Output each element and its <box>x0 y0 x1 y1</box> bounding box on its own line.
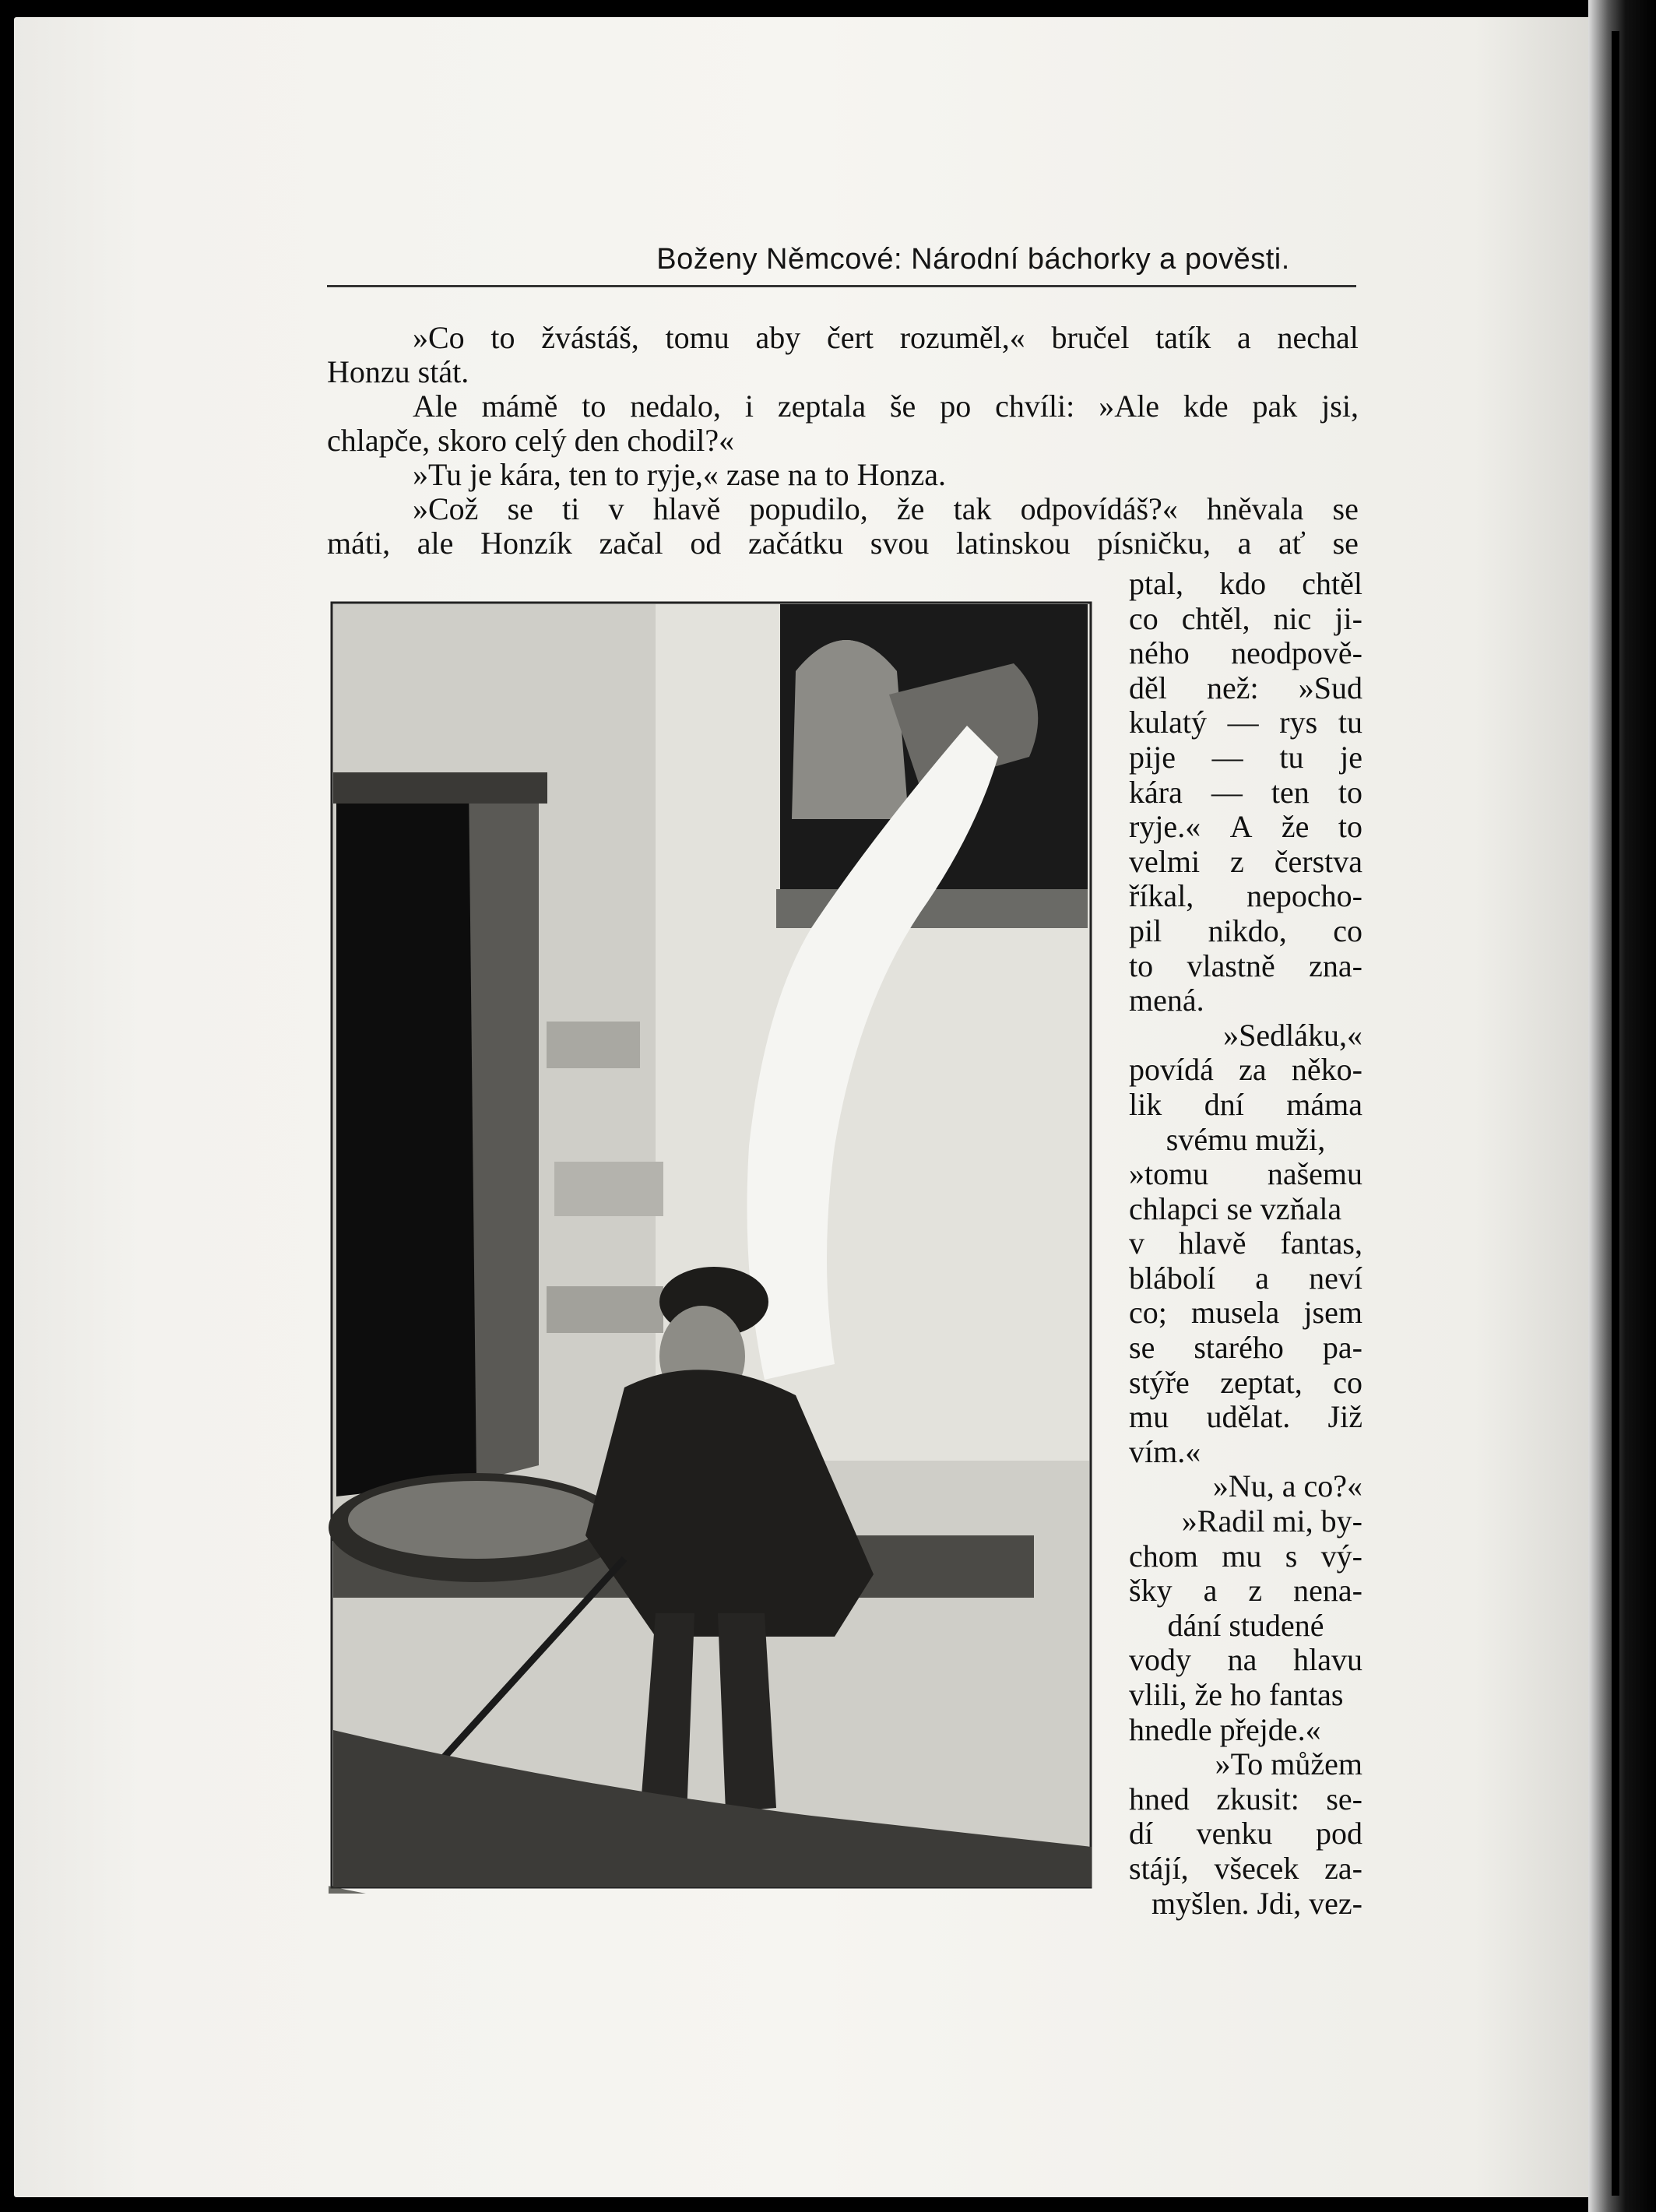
column-line: stájí, všecek za- <box>1129 1850 1362 1886</box>
column-line: velmi z čerstva <box>1129 843 1362 879</box>
header-rule <box>327 285 1356 287</box>
text-line: chlapče, skoro celý den chodil?« <box>327 423 735 458</box>
column-line: »Sedláku,« <box>1223 1017 1362 1053</box>
column-line: děl než: »Sud <box>1129 670 1362 705</box>
column-line: co; musela jsem <box>1129 1295 1362 1331</box>
column-line: to vlastně zna- <box>1129 948 1362 983</box>
column-line: pije — tu je <box>1129 739 1362 775</box>
column-line: co chtěl, nic ji- <box>1129 600 1362 636</box>
column-line: vody na hlavu <box>1129 1642 1362 1678</box>
engraving-illustration-icon <box>329 601 1095 1894</box>
column-line: »Radil mi, by- <box>1181 1503 1362 1539</box>
text-line: máti, ale Honzík začal od začátku svou latinskou písničku, a ať se <box>327 526 1359 561</box>
column-line: kulatý — rys tu <box>1129 705 1362 740</box>
column-line: vlili, že ho fantas <box>1129 1677 1344 1712</box>
column-line: mu udělat. Již <box>1129 1399 1362 1435</box>
running-head: Boženy Němcové: Národní báchorky a pověsti. <box>656 243 1290 276</box>
column-line: vím.« <box>1129 1433 1201 1469</box>
column-line: stýře zeptat, co <box>1129 1364 1362 1400</box>
binding-edge <box>1612 31 1619 2196</box>
column-line: kára — ten to <box>1129 774 1362 810</box>
page-edge-shadow <box>1588 0 1656 2212</box>
column-line: »Nu, a co?« <box>1212 1468 1362 1504</box>
column-line: ryje.« A že to <box>1129 809 1362 845</box>
wrapped-column-text <box>1129 567 1362 1921</box>
text-line: »Což se ti v hlavě popudilo, že tak odpovídáš?« hněvala se <box>413 491 1359 526</box>
column-line: ného neodpově- <box>1129 635 1362 671</box>
column-line: chom mu s vý- <box>1129 1538 1362 1574</box>
column-line: se starého pa- <box>1129 1330 1362 1366</box>
column-line: dání studené <box>1167 1607 1324 1643</box>
column-line: »To můžem <box>1215 1746 1362 1782</box>
column-line: lik dní máma <box>1129 1086 1362 1122</box>
column-line: mená. <box>1129 983 1204 1018</box>
column-line: »tomu našemu <box>1129 1156 1362 1192</box>
text-line: »Co to žvástáš, tomu aby čert rozuměl,« bručel tatík a nechal <box>413 320 1359 355</box>
column-line: chlapci se vzňala <box>1129 1190 1342 1226</box>
column-line: myšlen. Jdi, vez- <box>1151 1885 1362 1921</box>
column-line: pil nikdo, co <box>1129 913 1362 948</box>
column-line: blábolí a neví <box>1129 1260 1362 1296</box>
column-line: říkal, nepocho- <box>1129 878 1362 914</box>
text-line: »Tu je kára, ten to ryje,« zase na to Honza. <box>413 457 946 492</box>
text-line: Honzu stát. <box>327 354 469 389</box>
column-line: v hlavě fantas, <box>1129 1226 1362 1261</box>
column-line: hnedle přejde.« <box>1129 1711 1321 1747</box>
text-line: Ale mámě to nedalo, i zeptala še po chvíli: »Ale kde pak jsi, <box>413 389 1359 424</box>
column-line: svému muži, <box>1166 1121 1326 1157</box>
full-width-text <box>327 321 1359 561</box>
column-line: povídá za něko- <box>1129 1052 1362 1088</box>
column-line: hned zkusit: se- <box>1129 1781 1362 1816</box>
column-line: šky a z nena- <box>1129 1573 1362 1609</box>
column-line: dí venku pod <box>1129 1816 1362 1852</box>
column-line: ptal, kdo chtěl <box>1129 566 1362 601</box>
